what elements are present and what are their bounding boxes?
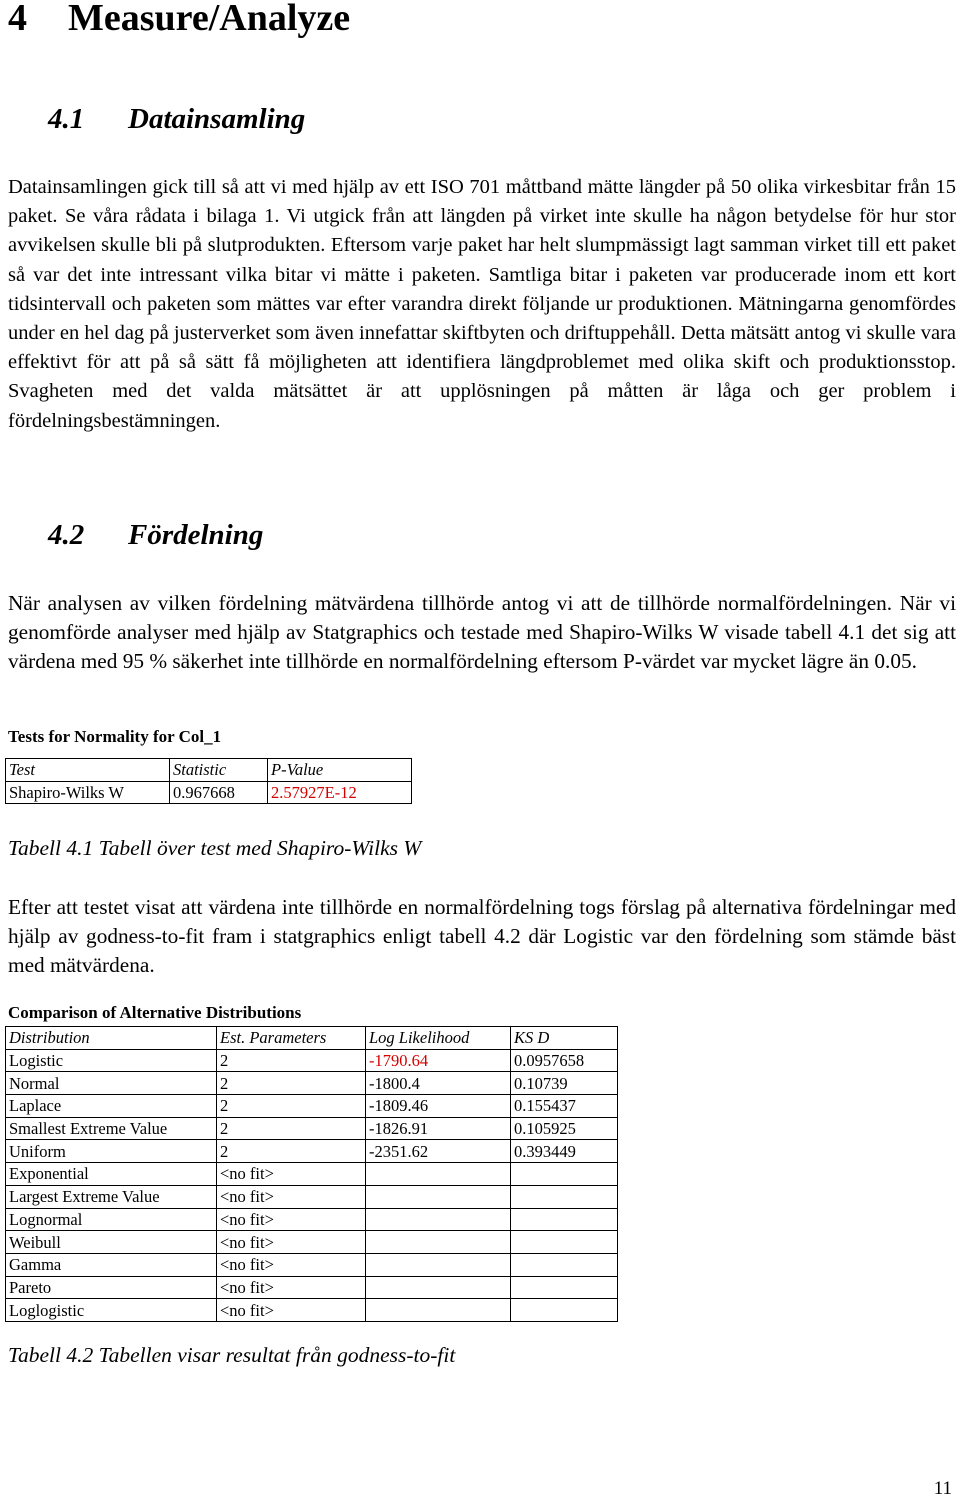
section-title: Datainsamling <box>128 103 306 135</box>
table-cell: -1800.4 <box>366 1072 511 1095</box>
table-cell: Lognormal <box>6 1208 217 1231</box>
table-cell: Uniform <box>6 1140 217 1163</box>
table-cell: <no fit> <box>217 1299 366 1322</box>
table-cell: Loglogistic <box>6 1299 217 1322</box>
table-cell <box>511 1299 618 1322</box>
table-row <box>6 1208 618 1231</box>
table-cell: -1809.46 <box>366 1095 511 1118</box>
table-cell <box>511 1231 618 1254</box>
table-row <box>6 1253 618 1276</box>
table-cell <box>366 1299 511 1322</box>
chapter-number: 4 <box>8 0 27 39</box>
datainsamling-paragraph: Datainsamlingen gick till så att vi med hjälp av ett ISO 701 måttband mätte längder på 50 olika virkesbitar från 15 paket. Se våra rådata i bilaga 1. Vi utgick från att längden på virket inte skulle ha någon betydelse för hur stor avvikelsen skulle bli på slutprodukten. Eftersom varje paket har helt slumpmässigt lagt samman virket till ett paket så var det inte intressant vilka bitar vi mätte i paketen. Samtliga bitar i paketen var producerade inom ett kort tidsintervall och paketen som mättes var efter varandra direkt följande ur produktionen. Mätningarna genomfördes under en hel dag på justerverket som även innefattar skiftbyten och driftuppehåll. Detta mätsätt antog vi skulle vara effektivt för att på så sätt få möjligheten att identifiera längdproblemet med olika skift och produktionsstop. Svagheten med det valda mätsättet är att upplösningen på måtten är låga och ger problem i fördelningsbestämningen. <box>8 176 956 432</box>
table2-caption: Tabell 4.2 Tabellen visar resultat från godness-to-fit <box>8 1343 456 1367</box>
table-cell: 2 <box>217 1049 366 1072</box>
table-cell: Exponential <box>6 1163 217 1186</box>
table-row <box>6 781 412 804</box>
section-number: 4.2 <box>48 519 85 551</box>
fordelning-paragraph: När analysen av vilken fördelning mätvärdena tillhörde antog vi att de tillhörde normalfördelningen. När vi genomförde analyser med hjälp av Statgraphics och testade med Shapiro-Wilks W visade tabell 4.1 det sig att värdena med 95 % säkerhet inte tillhörde en normalfördelning eftersom P-värdet var mycket lägre än 0.05. <box>8 591 956 674</box>
table-cell: Largest Extreme Value <box>6 1185 217 1208</box>
table-cell <box>511 1208 618 1231</box>
table-cell: Smallest Extreme Value <box>6 1117 217 1140</box>
table-cell: <no fit> <box>217 1231 366 1254</box>
header-cell: Test <box>6 759 170 782</box>
table-row <box>6 1140 618 1163</box>
header-cell: Distribution <box>6 1027 217 1050</box>
table-cell: Pareto <box>6 1276 217 1299</box>
table-cell <box>511 1163 618 1186</box>
table-cell <box>511 1185 618 1208</box>
table-cell: <no fit> <box>217 1208 366 1231</box>
table-cell: 2 <box>217 1140 366 1163</box>
table-cell: 2 <box>217 1072 366 1095</box>
distribution-comparison-table <box>5 1026 618 1322</box>
chapter-title: Measure/Analyze <box>68 0 351 39</box>
table-cell <box>366 1185 511 1208</box>
table-cell: 0.393449 <box>511 1140 618 1163</box>
table-cell <box>366 1253 511 1276</box>
table-cell: -1790.64 <box>366 1049 511 1072</box>
table-cell: 0.0957658 <box>511 1049 618 1072</box>
table-cell: Weibull <box>6 1231 217 1254</box>
table-header-row <box>6 759 412 782</box>
section-number: 4.1 <box>48 103 85 135</box>
table-cell: -2351.62 <box>366 1140 511 1163</box>
section-heading-4-2 <box>48 517 263 553</box>
table-cell: Laplace <box>6 1095 217 1118</box>
table-cell <box>366 1276 511 1299</box>
table1-caption: Tabell 4.1 Tabell över test med Shapiro-Wilks W <box>8 836 422 860</box>
table-cell <box>366 1208 511 1231</box>
header-cell: Log Likelihood <box>366 1027 511 1050</box>
table-row <box>6 1095 618 1118</box>
section-title: Fördelning <box>128 519 264 551</box>
header-cell: KS D <box>511 1027 618 1050</box>
chapter-heading <box>8 0 350 40</box>
table-cell: Gamma <box>6 1253 217 1276</box>
table1-title: Tests for Normality for Col_1 <box>8 727 222 746</box>
table-cell <box>511 1276 618 1299</box>
table-cell <box>366 1231 511 1254</box>
header-cell: Statistic <box>170 759 268 782</box>
table-cell: <no fit> <box>217 1276 366 1299</box>
table-cell: 0.105925 <box>511 1117 618 1140</box>
table-row <box>6 1163 618 1186</box>
table-cell: Shapiro-Wilks W <box>6 781 170 804</box>
table-row <box>6 1276 618 1299</box>
page-number: 11 <box>933 1478 952 1499</box>
table-cell: -1826.91 <box>366 1117 511 1140</box>
table-row <box>6 1299 618 1322</box>
table-cell: <no fit> <box>217 1163 366 1186</box>
table-cell: Normal <box>6 1072 217 1095</box>
table-cell: 2 <box>217 1117 366 1140</box>
table2-title: Comparison of Alternative Distributions <box>8 1003 302 1022</box>
table-cell: 0.10739 <box>511 1072 618 1095</box>
table-row <box>6 1231 618 1254</box>
table-row <box>6 1049 618 1072</box>
table-cell: 0.155437 <box>511 1095 618 1118</box>
header-cell: Est. Parameters <box>217 1027 366 1050</box>
table-cell: Logistic <box>6 1049 217 1072</box>
section-heading-4-1 <box>48 101 305 137</box>
table-cell <box>511 1253 618 1276</box>
header-cell: P-Value <box>268 759 412 782</box>
table-row <box>6 1117 618 1140</box>
table-cell: 0.967668 <box>170 781 268 804</box>
table-header-row <box>6 1027 618 1050</box>
p-value-cell: 2.57927E-12 <box>268 781 412 804</box>
table-row <box>6 1185 618 1208</box>
table-cell <box>366 1163 511 1186</box>
normality-test-table <box>5 758 412 804</box>
table-cell: <no fit> <box>217 1253 366 1276</box>
table-cell: 2 <box>217 1095 366 1118</box>
goodness-of-fit-paragraph: Efter att testet visat att värdena inte tillhörde en normalfördelning togs förslag på alternativa fördelningar med hjälp av godness-to-fit fram i statgraphics enligt tabell 4.2 där Logistic var den fördelning som stämde bäst med mätvärdena. <box>8 895 956 978</box>
table-cell: <no fit> <box>217 1185 366 1208</box>
table-row <box>6 1072 618 1095</box>
